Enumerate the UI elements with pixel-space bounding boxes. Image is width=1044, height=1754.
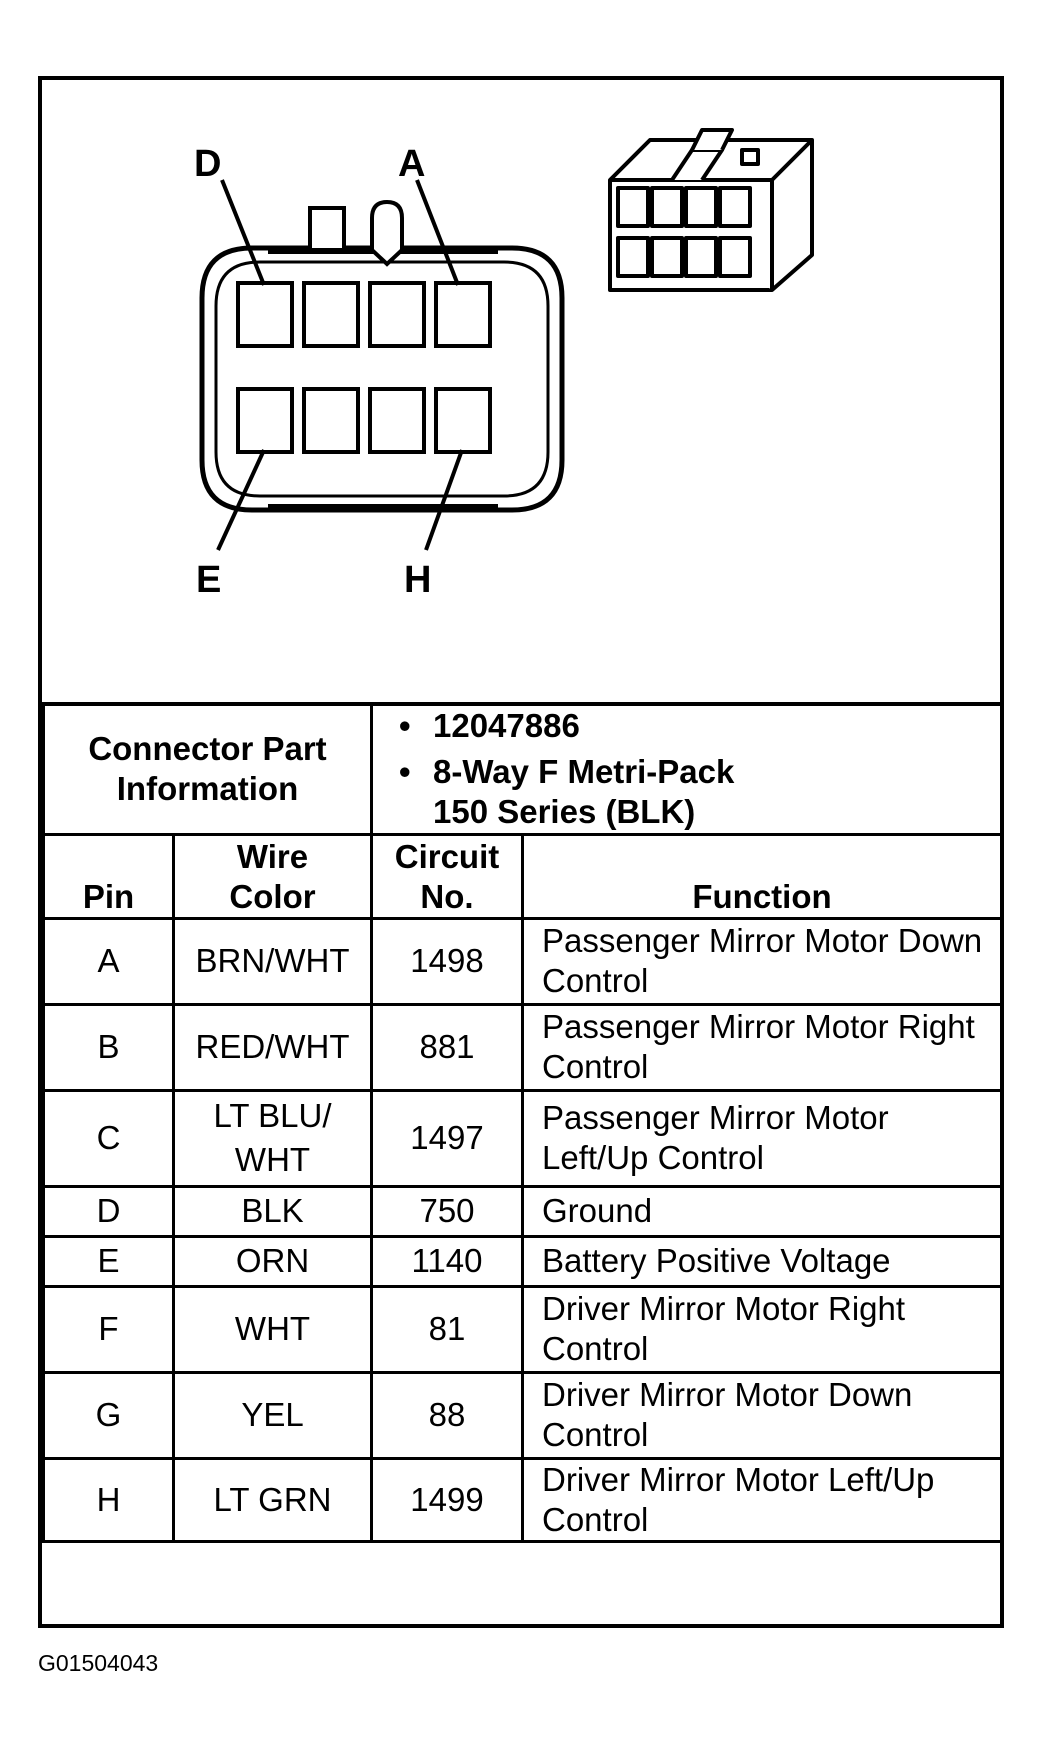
pin-label-d: D bbox=[194, 143, 222, 185]
header-pin: Pin bbox=[44, 834, 174, 918]
circuit-no-cell: 1499 bbox=[372, 1458, 523, 1541]
connector-info-list bbox=[372, 704, 1002, 834]
pin-label-a: A bbox=[398, 143, 426, 185]
wire-color-cell: LT BLU/ WHT bbox=[174, 1090, 372, 1186]
connector-diagram bbox=[42, 80, 1000, 702]
wire-color-cell: ORN bbox=[174, 1236, 372, 1286]
pin-cell: A bbox=[44, 918, 174, 1004]
figure-id: G01504043 bbox=[38, 1650, 159, 1676]
table-row bbox=[44, 1458, 1002, 1541]
function-cell: Driver Mirror Motor Down Control bbox=[523, 1372, 1002, 1458]
connector-info-item: • 8-Way F Metri-Pack 150 Series (BLK) bbox=[399, 753, 735, 831]
circuit-no-cell: 1498 bbox=[372, 918, 523, 1004]
connector-info-label: Connector Part Information bbox=[44, 704, 372, 834]
pin-cell: G bbox=[44, 1372, 174, 1458]
connector-figure-frame bbox=[38, 76, 1004, 1628]
pin-cell: E bbox=[44, 1236, 174, 1286]
table-row bbox=[44, 918, 1002, 1004]
function-cell: Passenger Mirror Motor Right Control bbox=[523, 1004, 1002, 1090]
circuit-no-cell: 750 bbox=[372, 1186, 523, 1236]
table-row bbox=[44, 1236, 1002, 1286]
function-cell: Driver Mirror Motor Left/Up Control bbox=[523, 1458, 1002, 1541]
wire-color-cell: WHT bbox=[174, 1286, 372, 1372]
pin-cell: F bbox=[44, 1286, 174, 1372]
wire-color-cell: BLK bbox=[174, 1186, 372, 1236]
table-header-row bbox=[44, 834, 1002, 918]
locking-latch bbox=[310, 202, 402, 264]
pin-cell: B bbox=[44, 1004, 174, 1090]
header-function: Function bbox=[523, 834, 1002, 918]
table-row bbox=[44, 1186, 1002, 1236]
table-row bbox=[44, 1090, 1002, 1186]
circuit-no-cell: 881 bbox=[372, 1004, 523, 1090]
header-circuit-no: Circuit No. bbox=[372, 834, 523, 918]
function-cell: Driver Mirror Motor Right Control bbox=[523, 1286, 1002, 1372]
circuit-no-cell: 1497 bbox=[372, 1090, 523, 1186]
circuit-no-cell: 1140 bbox=[372, 1236, 523, 1286]
pin-cell: H bbox=[44, 1458, 174, 1541]
wire-color-cell: LT GRN bbox=[174, 1458, 372, 1541]
table-row bbox=[44, 1004, 1002, 1090]
function-cell: Ground bbox=[523, 1186, 1002, 1236]
header-wire-color: Wire Color bbox=[174, 834, 372, 918]
pin-label-e: E bbox=[196, 559, 222, 601]
connector-info-row bbox=[44, 704, 1002, 834]
connector-face-drawing bbox=[42, 80, 1000, 702]
circuit-no-cell: 81 bbox=[372, 1286, 523, 1372]
function-cell: Passenger Mirror Motor Left/Up Control bbox=[523, 1090, 1002, 1186]
table-row bbox=[44, 1372, 1002, 1458]
circuit-no-cell: 88 bbox=[372, 1372, 523, 1458]
function-cell: Battery Positive Voltage bbox=[523, 1236, 1002, 1286]
wire-color-cell: RED/WHT bbox=[174, 1004, 372, 1090]
function-cell: Passenger Mirror Motor Down Control bbox=[523, 918, 1002, 1004]
cavities-top-row bbox=[238, 283, 490, 346]
table-row bbox=[44, 1286, 1002, 1372]
pin-label-h: H bbox=[404, 559, 432, 601]
cavities-bottom-row bbox=[238, 389, 490, 452]
wire-color-cell: YEL bbox=[174, 1372, 372, 1458]
pinout-table bbox=[42, 702, 1003, 1543]
pin-cell: C bbox=[44, 1090, 174, 1186]
bottom-rib bbox=[268, 504, 498, 512]
connector-isometric-view bbox=[610, 130, 812, 290]
connector-info-item: • 12047886 bbox=[399, 707, 580, 745]
pin-cell: D bbox=[44, 1186, 174, 1236]
wire-color-cell: BRN/WHT bbox=[174, 918, 372, 1004]
